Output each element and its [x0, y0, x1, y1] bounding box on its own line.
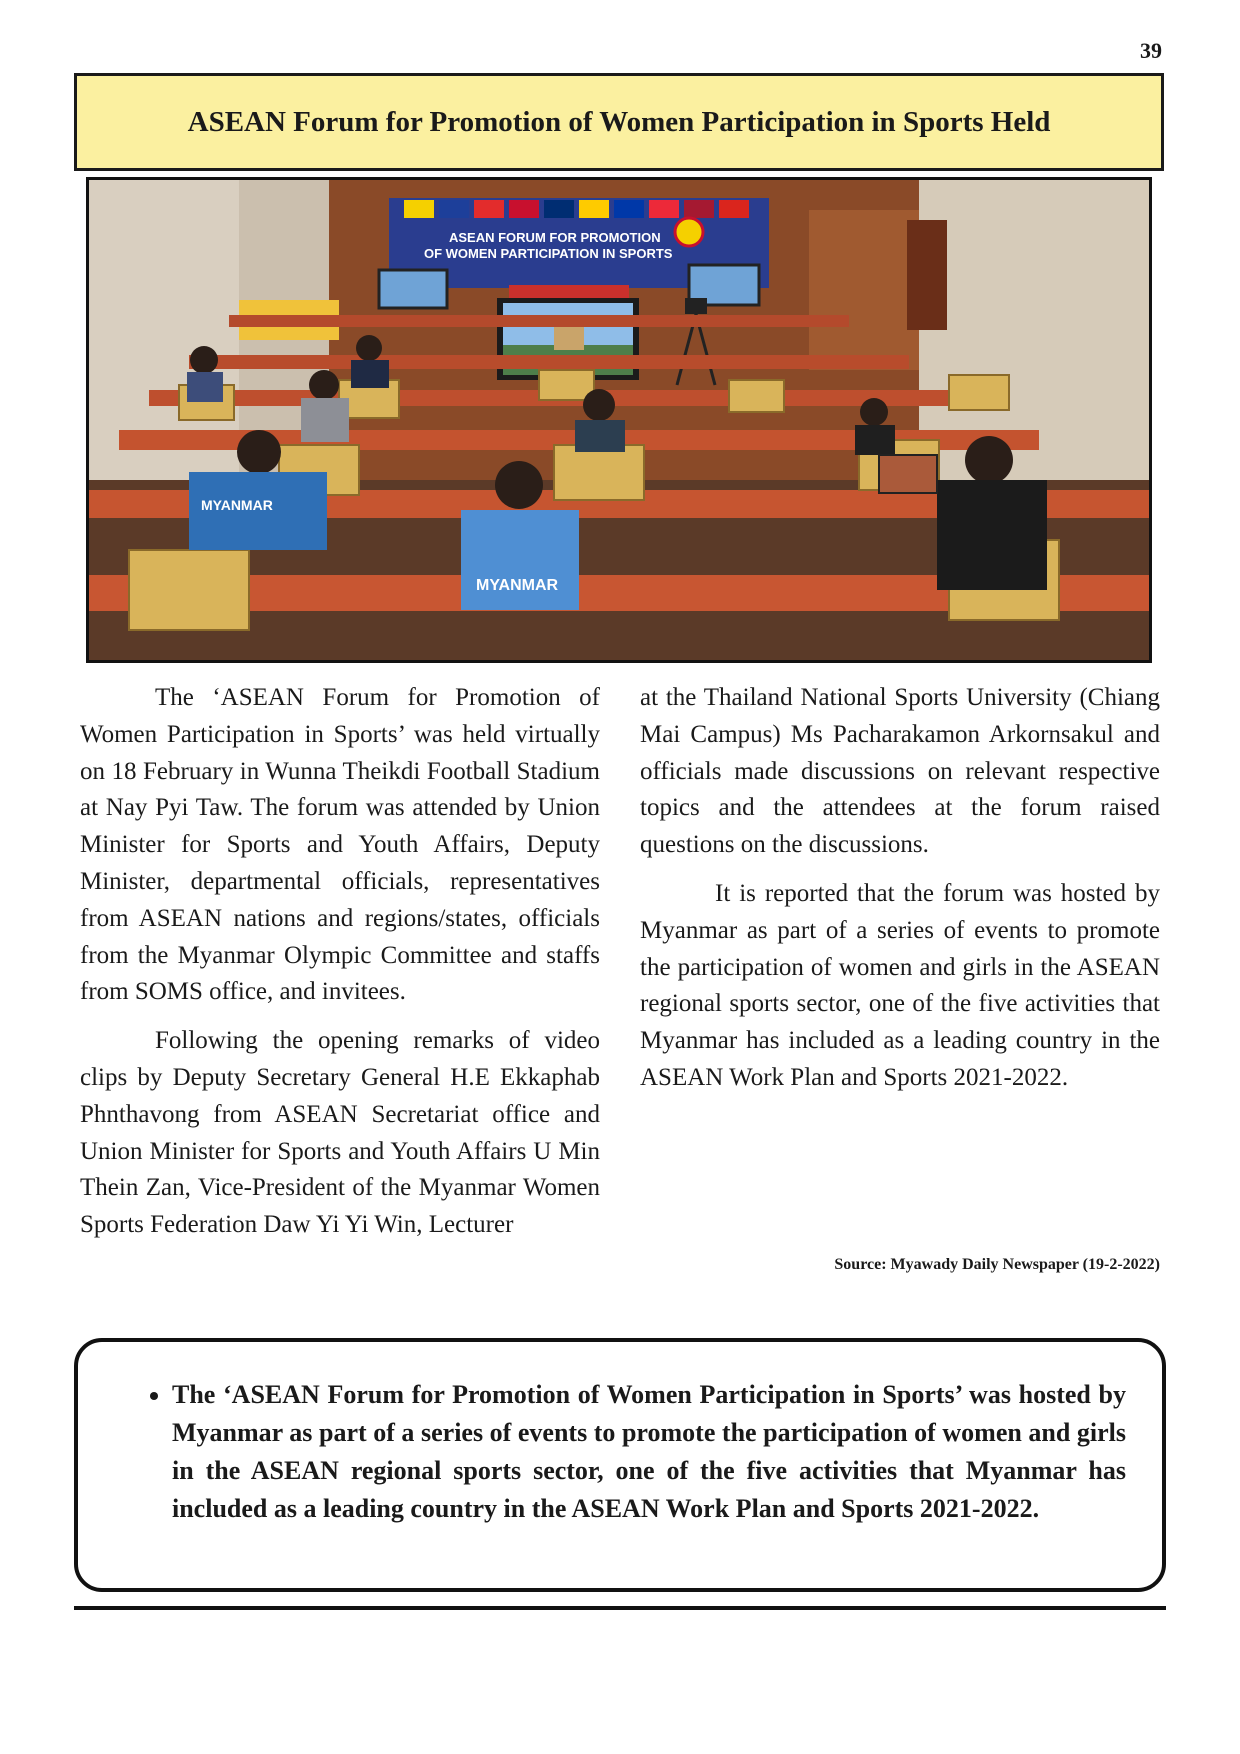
summary-list — [134, 1376, 1126, 1528]
conference-room-illustration — [89, 180, 1149, 660]
title-box — [74, 73, 1164, 171]
summary-item: • The ‘ASEAN Forum for Promotion of Women Participation in Sports’ was hosted by Myanmar as part of a series of events to promote the participation of women and girls in the ASEAN regional sports sector, one of the five activities that Myanmar has included as a leading country in the ASEAN Work Plan and Sports 2021-2022. — [172, 1376, 1126, 1528]
paragraph-1: The ‘ASEAN Forum for Promotion of Women Participation in Sports’ was held virtually on 18 February in Wunna Theikdi Football Stadium at Nay Pyi Taw. The forum was attended by Union Minister for Sports and Youth Affairs, Deputy Minister, departmental officials, representatives from ASEAN nations and regions/states, officials from the Myanmar Olympic Committee and staffs from SOMS office, and invitees. — [80, 684, 600, 1006]
paragraph-2: Following the opening remarks of video clips by Deputy Secretary General H.E Ekkaphab Phnthavong from ASEAN Secretariat office and Union Minister for Sports and Youth Affairs U Min Thein Zan, Vice-President of the Myanmar Women Sports Federation Daw Yi Yi Win, Lecturer — [80, 1027, 600, 1239]
jacket-text-left: MYANMAR — [201, 497, 273, 513]
summary-box — [74, 1338, 1166, 1592]
paragraph-2-continued: at the Thailand National Sports University (Chiang Mai Campus) Ms Pacharakamon Arkornsakul and officials made discussions on relevant respective topics and the attendees at the forum raised questions on the discussions. — [640, 684, 1160, 859]
article-title: ASEAN Forum for Promotion of Women Participation in Sports Held — [187, 105, 1051, 138]
bottom-rule — [74, 1606, 1166, 1610]
banner-line2: OF WOMEN PARTICIPATION IN SPORTS — [424, 246, 673, 261]
page-number: 39 — [1140, 38, 1162, 63]
article-photo — [86, 177, 1152, 663]
jacket-text-center: MYANMAR — [476, 577, 559, 594]
banner-line1: ASEAN FORUM FOR PROMOTION — [449, 230, 661, 245]
article-column-right — [640, 680, 1160, 1109]
source-credit: Source: Myawady Daily Newspaper (19-2-2022) — [834, 1256, 1160, 1273]
paragraph-3: It is reported that the forum was hosted by Myanmar as part of a series of events to promote the participation of women and girls in the ASEAN regional sports sector, one of the five activities that Myanmar has included as a leading country in the ASEAN Work Plan and Sports 2021-2022. — [640, 879, 1160, 1091]
article-column-left — [80, 680, 600, 1256]
